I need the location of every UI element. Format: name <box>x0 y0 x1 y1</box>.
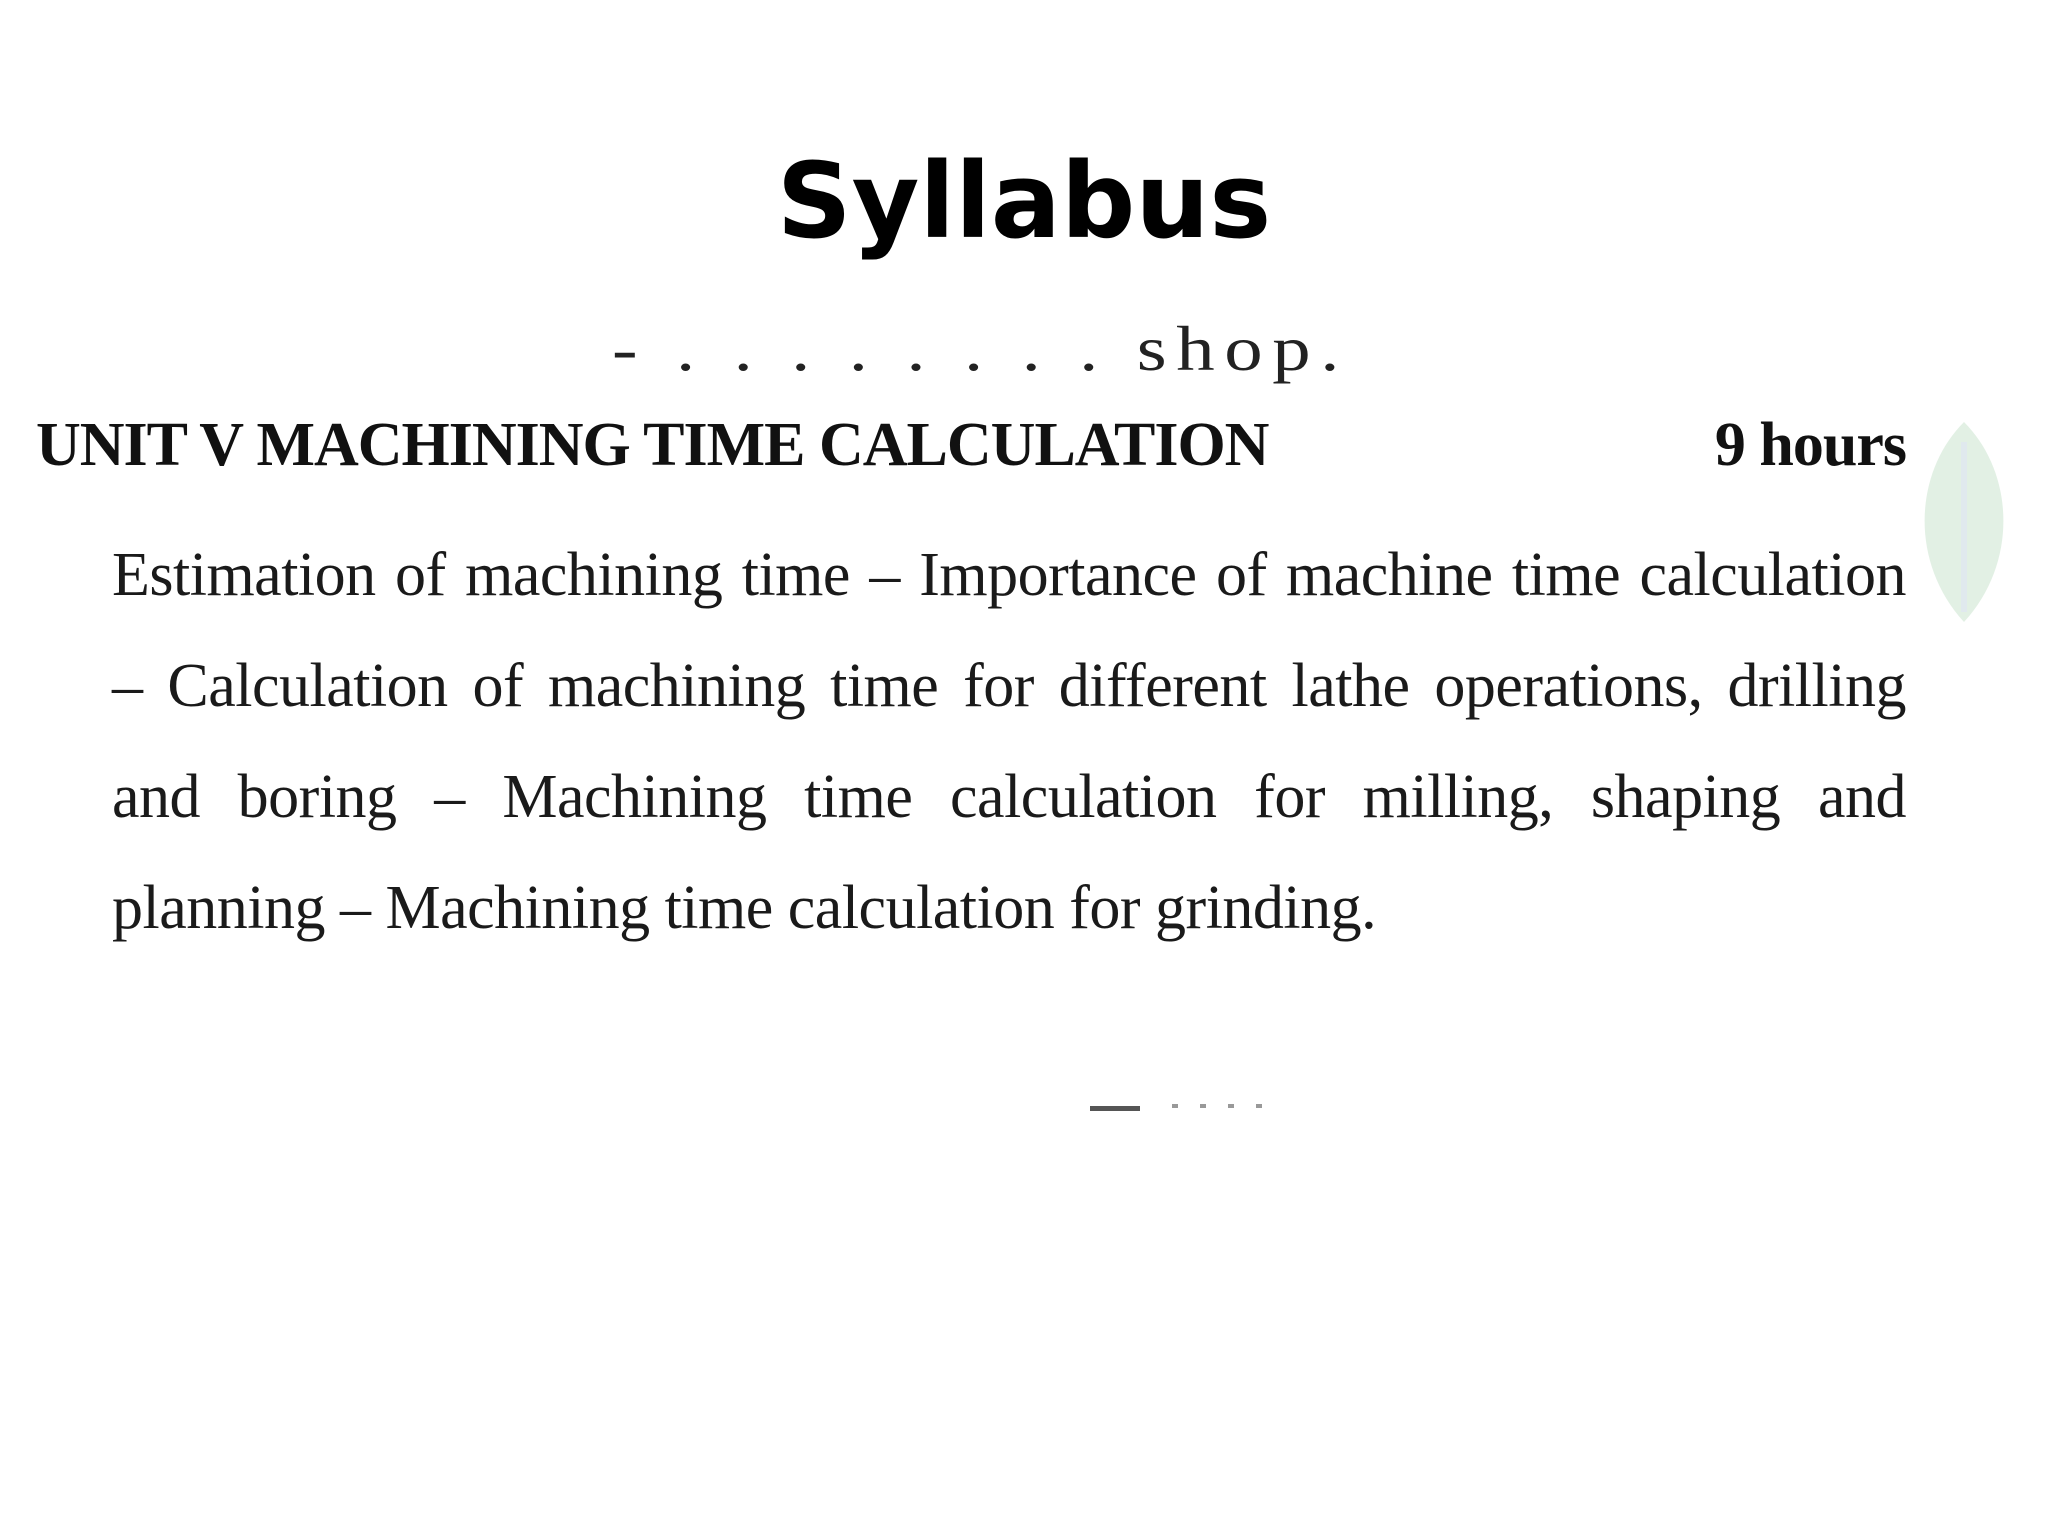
unit-hours: 9 hours <box>1714 411 1906 479</box>
syllabus-scan-image <box>12 313 2024 1126</box>
scan-mark-dots <box>1172 1104 1282 1108</box>
watermark-leaf-icon <box>1904 412 2024 632</box>
unit-title: UNIT V MACHINING TIME CALCULATION <box>36 411 1269 479</box>
slide-title: Syllabus <box>776 140 1272 262</box>
unit-heading <box>36 410 1906 481</box>
unit-description: Estimation of machining time – Importance of machine time calculation – Calculation of machining time for different lathe operations, drilling and boring – Machining time calculation for milling, shaping and planning – Machining time calculation for grinding. <box>112 541 1906 942</box>
cut-off-text-line: - . . . . . . . . shop. <box>612 313 1350 384</box>
scan-mark-dash <box>1090 1106 1140 1111</box>
